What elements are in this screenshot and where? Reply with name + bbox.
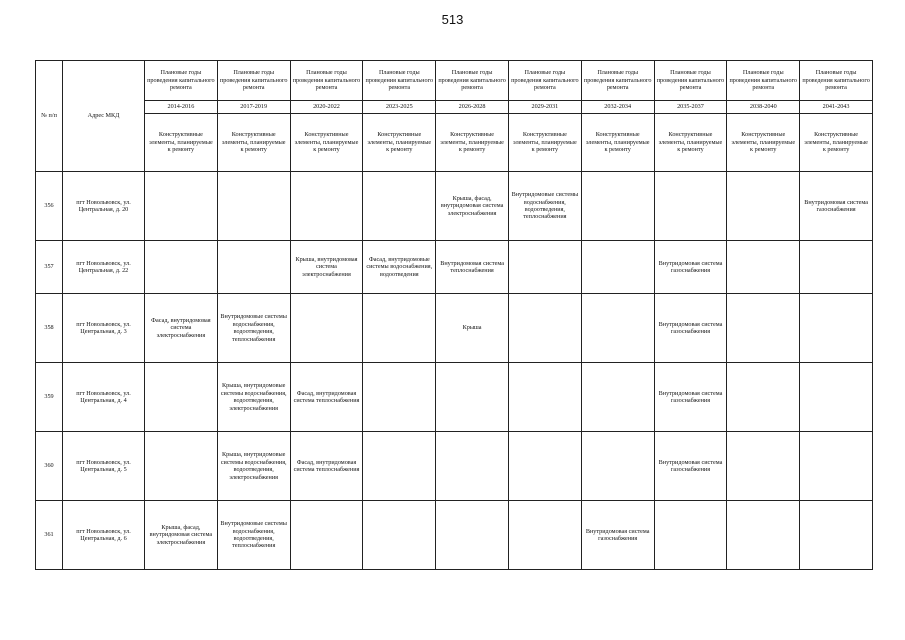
repair-cell: Крыша, фасад, внутридомовая система электроснабжения: [436, 172, 509, 241]
table-row: [36, 363, 873, 432]
period-title: Плановые годы проведения капитального ремонта: [217, 61, 290, 101]
period-years: 2041-2043: [800, 101, 873, 114]
period-years: 2014-2016: [145, 101, 218, 114]
repair-cell: Внутридомовая система газоснабжения: [581, 501, 654, 570]
repair-cell: Фасад, внутридомовая система теплоснабжения: [290, 432, 363, 501]
repair-cell: [508, 240, 581, 293]
period-subtitle: Конструктивные элементы, планируемые к ремонту: [145, 114, 218, 172]
period-subtitle: Конструктивные элементы, планируемые к ремонту: [217, 114, 290, 172]
repair-cell: [508, 363, 581, 432]
repair-cell: Фасад, внутридомовая система теплоснабжения: [290, 363, 363, 432]
period-subtitle: Конструктивные элементы, планируемые к ремонту: [290, 114, 363, 172]
repair-cell: [727, 240, 800, 293]
repair-schedule-table: [35, 60, 873, 570]
repair-cell: [727, 172, 800, 241]
repair-cell: [217, 240, 290, 293]
repair-cell: [800, 363, 873, 432]
repair-cell: Фасад, внутридомовая система электроснабжения: [145, 294, 218, 363]
period-years: 2029-2031: [508, 101, 581, 114]
period-years: 2017-2019: [217, 101, 290, 114]
period-title: Плановые годы проведения капитального ремонта: [145, 61, 218, 101]
period-subtitle: Конструктивные элементы, планируемые к ремонту: [654, 114, 727, 172]
period-title: Плановые годы проведения капитального ремонта: [581, 61, 654, 101]
period-title: Плановые годы проведения капитального ремонта: [290, 61, 363, 101]
repair-cell: Крыша: [436, 294, 509, 363]
repair-cell: [436, 501, 509, 570]
repair-cell: [727, 294, 800, 363]
period-subtitle: Конструктивные элементы, планируемые к ремонту: [727, 114, 800, 172]
table-row: [36, 240, 873, 293]
repair-cell: [508, 501, 581, 570]
repair-cell: [800, 240, 873, 293]
repair-cell: [217, 172, 290, 241]
repair-cell: [145, 363, 218, 432]
repair-cell: [800, 501, 873, 570]
row-number: 360: [36, 432, 63, 501]
period-title: Плановые годы проведения капитального ремонта: [436, 61, 509, 101]
row-address: пгт Новольвовск, ул. Центральная, д. 4: [63, 363, 145, 432]
period-years: 2035-2037: [654, 101, 727, 114]
row-number: 358: [36, 294, 63, 363]
repair-cell: [727, 501, 800, 570]
row-address: пгт Новольвовск, ул. Центральная, д. 3: [63, 294, 145, 363]
column-header-number: № п/п: [36, 61, 63, 172]
table-row: [36, 172, 873, 241]
header-row-title: [36, 61, 873, 101]
repair-cell: Внутридомовые системы водоснабжения, водоотведения, теплоснабжения: [217, 501, 290, 570]
header-row-years: [36, 101, 873, 114]
repair-cell: Внутридомовая система газоснабжения: [654, 363, 727, 432]
repair-cell: [508, 432, 581, 501]
repair-cell: [654, 172, 727, 241]
table-row: [36, 501, 873, 570]
period-title: Плановые годы проведения капитального ремонта: [508, 61, 581, 101]
table-row: [36, 432, 873, 501]
row-number: 361: [36, 501, 63, 570]
period-subtitle: Конструктивные элементы, планируемые к ремонту: [363, 114, 436, 172]
repair-cell: [436, 363, 509, 432]
row-address: пгт Новольвовск, ул. Центральная, д. 22: [63, 240, 145, 293]
repair-cell: [581, 240, 654, 293]
period-years: 2020-2022: [290, 101, 363, 114]
row-number: 359: [36, 363, 63, 432]
period-title: Плановые годы проведения капитального ремонта: [654, 61, 727, 101]
repair-cell: Внутридомовые системы водоснабжения, водоотведения, теплоснабжения: [508, 172, 581, 241]
repair-cell: [363, 363, 436, 432]
repair-cell: [654, 501, 727, 570]
repair-cell: [145, 432, 218, 501]
repair-cell: Внутридомовая система теплоснабжения: [436, 240, 509, 293]
period-years: 2026-2028: [436, 101, 509, 114]
row-address: пгт Новольвовск, ул. Центральная, д. 6: [63, 501, 145, 570]
row-address: пгт Новольвовск, ул. Центральная, д. 5: [63, 432, 145, 501]
row-number: 356: [36, 172, 63, 241]
header-row-subtitle: [36, 114, 873, 172]
repair-cell: Крыша, внутридомовая система электроснабжения: [290, 240, 363, 293]
column-header-address: Адрес МКД: [63, 61, 145, 172]
repair-cell: Внутридомовые системы водоснабжения, водоотведения, теплоснабжения: [217, 294, 290, 363]
repair-cell: [145, 172, 218, 241]
repair-cell: [145, 240, 218, 293]
repair-cell: [290, 294, 363, 363]
repair-cell: [581, 432, 654, 501]
table-body: [36, 172, 873, 570]
repair-cell: [363, 172, 436, 241]
period-years: 2023-2025: [363, 101, 436, 114]
period-subtitle: Конструктивные элементы, планируемые к ремонту: [508, 114, 581, 172]
period-title: Плановые годы проведения капитального ремонта: [363, 61, 436, 101]
row-number: 357: [36, 240, 63, 293]
repair-cell: Крыша, внутридомовые системы водоснабжения, водоотведения, электроснабжения: [217, 432, 290, 501]
repair-cell: [800, 294, 873, 363]
repair-cell: [581, 294, 654, 363]
repair-cell: [581, 363, 654, 432]
repair-cell: [363, 432, 436, 501]
row-address: пгт Новольвовск, ул. Центральная, д. 20: [63, 172, 145, 241]
repair-cell: Крыша, внутридомовые системы водоснабжения, водоотведения, электроснабжения: [217, 363, 290, 432]
repair-cell: [508, 294, 581, 363]
page-number: 513: [441, 12, 464, 27]
period-subtitle: Конструктивные элементы, планируемые к ремонту: [800, 114, 873, 172]
repair-cell: Внутридомовая система газоснабжения: [654, 294, 727, 363]
repair-cell: [727, 432, 800, 501]
repair-cell: Фасад, внутридомовые системы водоснабжения, водоотведения: [363, 240, 436, 293]
repair-cell: [800, 432, 873, 501]
repair-cell: [363, 501, 436, 570]
period-years: 2032-2034: [581, 101, 654, 114]
repair-cell: [363, 294, 436, 363]
period-title: Плановые годы проведения капитального ремонта: [727, 61, 800, 101]
repair-cell: Внутридомовая система газоснабжения: [800, 172, 873, 241]
period-subtitle: Конструктивные элементы, планируемые к ремонту: [581, 114, 654, 172]
repair-cell: [290, 501, 363, 570]
repair-cell: [436, 432, 509, 501]
repair-cell: Внутридомовая система газоснабжения: [654, 240, 727, 293]
repair-cell: [727, 363, 800, 432]
period-subtitle: Конструктивные элементы, планируемые к ремонту: [436, 114, 509, 172]
repair-cell: [290, 172, 363, 241]
table-row: [36, 294, 873, 363]
repair-cell: Крыша, фасад, внутридомовая система электроснабжения: [145, 501, 218, 570]
period-years: 2038-2040: [727, 101, 800, 114]
repair-cell: [581, 172, 654, 241]
repair-cell: Внутридомовая система газоснабжения: [654, 432, 727, 501]
period-title: Плановые годы проведения капитального ремонта: [800, 61, 873, 101]
